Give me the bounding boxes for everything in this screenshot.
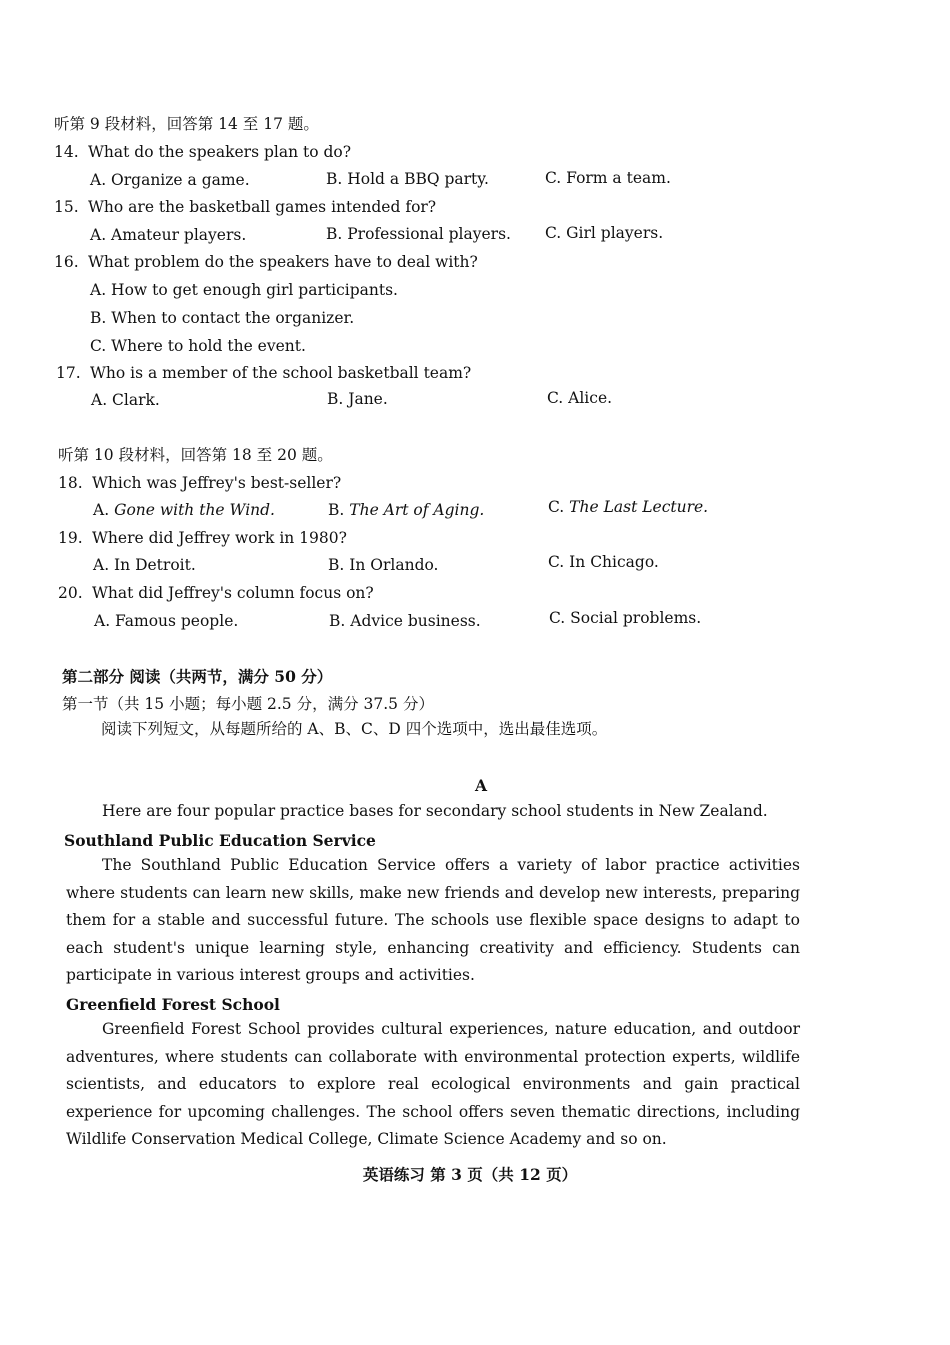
- greenfield-paragraph: [66, 1016, 800, 1154]
- question-text: Who are the basketball games intended for?: [88, 198, 437, 216]
- option-b: B. When to contact the organizer.: [90, 309, 355, 327]
- option-b: B. In Orlando.: [328, 556, 439, 574]
- option-b: B. Advice business.: [329, 612, 481, 630]
- question-number: 16.: [54, 253, 79, 271]
- question-19: [58, 531, 347, 547]
- question-15: [54, 200, 436, 216]
- question-number: 18.: [58, 474, 83, 492]
- option-a: A. Famous people.: [94, 612, 239, 630]
- question-number: 14.: [54, 143, 79, 161]
- option-letter: B.: [328, 501, 350, 519]
- option-c: C. Where to hold the event.: [90, 337, 306, 355]
- book-title: The Art of Aging.: [349, 501, 485, 519]
- page-footer: 英语练习 第 3 页（共 12 页）: [362, 1165, 578, 1184]
- option-a: A. How to get enough girl participants.: [90, 281, 398, 299]
- option-c: C. Girl players.: [545, 224, 664, 242]
- option-c: C. In Chicago.: [548, 553, 659, 571]
- question-20: [58, 586, 374, 602]
- option-a: A. Clark.: [91, 391, 160, 409]
- option-c: C. Social problems.: [549, 609, 702, 627]
- section9-header: 听第 9 段材料，回答第 14 至 17 题。: [54, 115, 319, 133]
- option-a: [93, 503, 275, 519]
- southland-heading: Southland Public Education Service: [64, 831, 376, 850]
- part2-title: 第二部分 阅读（共两节，满分 50 分）: [62, 667, 333, 686]
- question-text: What do the speakers plan to do?: [88, 143, 352, 161]
- question-number: 19.: [58, 529, 83, 547]
- option-b: B. Professional players.: [326, 225, 511, 243]
- part2-instruction: 阅读下列短文，从每题所给的 A、B、C、D 四个选项中，选出最佳选项。: [101, 720, 608, 738]
- option-b: [328, 503, 484, 519]
- question-text: What did Jeffrey's column focus on?: [92, 584, 374, 602]
- option-c: C. Alice.: [547, 389, 613, 407]
- greenfield-heading: Greenfield Forest School: [66, 995, 280, 1014]
- question-18: [58, 476, 341, 492]
- option-a: A. Amateur players.: [90, 226, 247, 244]
- option-a: A. In Detroit.: [93, 556, 196, 574]
- option-letter: A.: [93, 501, 115, 519]
- question-14: [54, 145, 351, 161]
- book-title: Gone with the Wind.: [114, 501, 275, 519]
- question-17: [56, 366, 471, 382]
- passage-intro: Here are four popular practice bases for secondary school students in New Zealand.: [102, 802, 768, 820]
- option-c: C. Form a team.: [545, 169, 671, 187]
- option-b: B. Hold a BBQ party.: [326, 170, 489, 188]
- book-title: The Last Lecture.: [569, 498, 709, 516]
- question-number: 20.: [58, 584, 83, 602]
- question-number: 15.: [54, 198, 79, 216]
- section10-header: 听第 10 段材料，回答第 18 至 20 题。: [58, 446, 333, 464]
- question-text: Where did Jeffrey work in 1980?: [92, 529, 347, 547]
- option-a: A. Organize a game.: [90, 171, 250, 189]
- part2-subtitle: 第一节（共 15 小题；每小题 2.5 分，满分 37.5 分）: [62, 695, 434, 713]
- option-letter: C.: [548, 498, 570, 516]
- question-text: Who is a member of the school basketball team?: [90, 364, 472, 382]
- southland-text: The Southland Public Education Service offers a variety of labor practice activities where students can learn new skills, make new friends and develop new interests, preparing them for a stable and successful future. The schools use flexible space designs to adapt to each student's unique learning style, enhancing creativity and efficiency. Students can participate in various interest groups and activities.: [66, 856, 800, 984]
- question-16: [54, 255, 478, 271]
- option-b: B. Jane.: [327, 390, 388, 408]
- southland-paragraph: [66, 852, 800, 990]
- option-c: [548, 500, 708, 516]
- passage-label: A: [474, 776, 488, 795]
- question-text: What problem do the speakers have to deal with?: [88, 253, 478, 271]
- greenfield-text: Greenfield Forest School provides cultural experiences, nature education, and outdoor adventures, where students can collaborate with environmental protection experts, wildlife scientists, and educators to explore real ecological environments and gain practical experience for upcoming challenges. The school offers seven thematic directions, including Wildlife Conservation Medical College, Climate Science Academy and so on.: [66, 1020, 800, 1148]
- question-number: 17.: [56, 364, 81, 382]
- question-text: Which was Jeffrey's best-seller?: [92, 474, 342, 492]
